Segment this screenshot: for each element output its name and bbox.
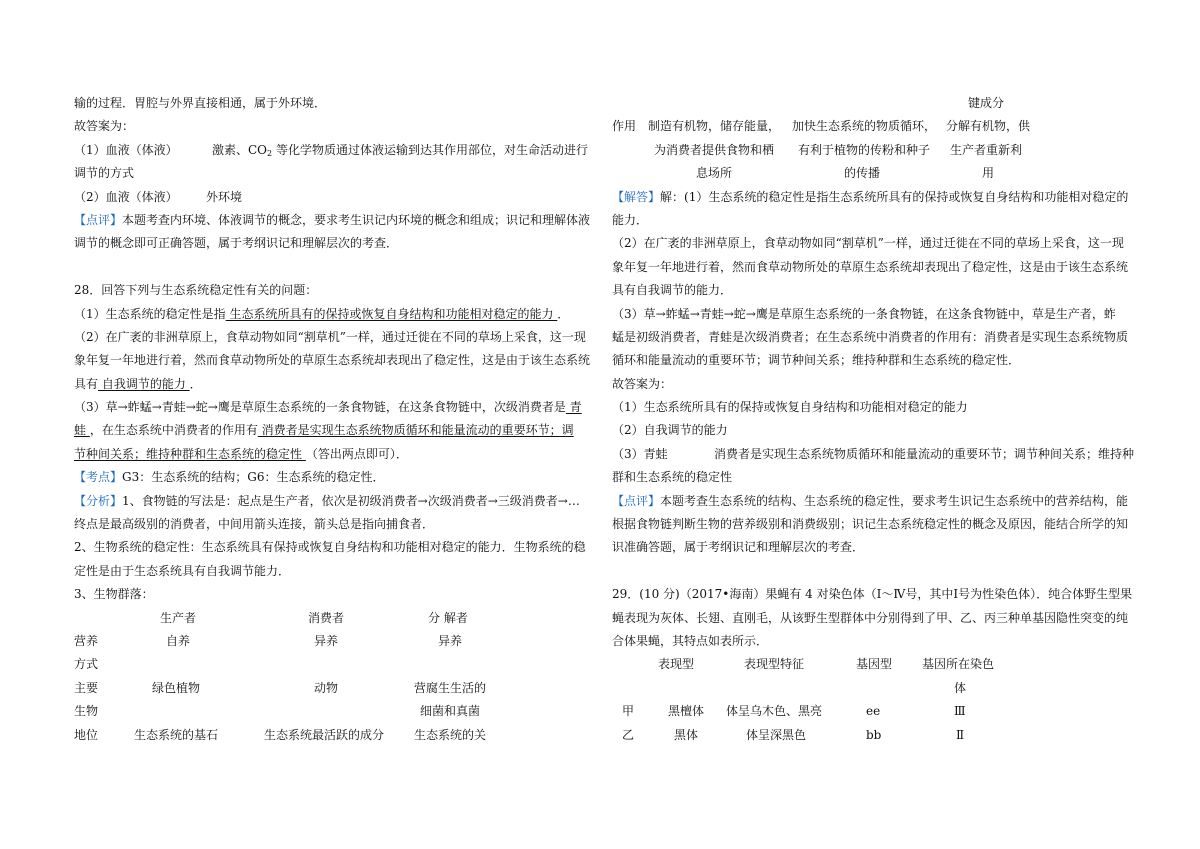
table-header: 基因所在染色 [922, 657, 995, 672]
q28-part3-end: 节种间关系；维持种群和生态系统的稳定性 （答出两点即可）． [74, 446, 408, 461]
fenxi-tag: 【分析】 [74, 493, 123, 508]
q28-part3-cont: 蛙 ，在生态系统中消费者的作用有 消费者是实现生态系统物质循环和能量流动的重要环节；调 [74, 423, 574, 438]
text-line: 群和生态系统的稳定性 [612, 470, 733, 485]
jieda-line: 【解答】解：(1）生态系统的稳定性是指生态系统所具有的保持或恢复自身结构和功能相对稳定的 [612, 189, 1129, 204]
text-line: 能力． [612, 212, 649, 227]
dianping-tag: 【点评】 [612, 493, 661, 508]
table-header: 表现型特征 [744, 657, 805, 672]
text-line: （2）在广袤的非洲草原上，食草动物如同“割草机”一样，通过迁徙在不同的草场上采食，这一现 [74, 329, 586, 344]
left-column [74, 92, 650, 747]
question-28-title: 28．回答下列与生态系统稳定性有关的问题： [74, 283, 318, 298]
q28-answer-3: 青 [565, 400, 582, 415]
q28-answer-1: 生态系统所具有的保持或恢复自身结构和功能相对稳定的能力 [225, 306, 558, 321]
q28-part2: 具有 自我调节的能力 ． [74, 376, 202, 391]
table-row: 键成分 [968, 96, 1005, 110]
text-line: （3）草→蚱蜢→青蛙→蛇→鹰是草原生态系统的一条食物链，在这条食物链中，草是生产者，蚱 [612, 306, 1116, 321]
table-row: 甲 黑檀体 体呈乌木色、黑亮 ee Ⅲ [622, 704, 966, 719]
table-header: 表现型 [658, 657, 695, 672]
text-line: （2）自我调节的能力 [612, 423, 728, 438]
text-line: 3、生物群落： [74, 587, 154, 602]
question-29-line: 29．(10 分)（2017•海南）果蝇有 4 对染色体（Ⅰ～Ⅳ号，其中Ⅰ号为性染色体）．纯合体野生型果 [612, 587, 1133, 602]
text-line: 2、生物系统的稳定性：生态系统具有保持或恢复自身结构和功能相对稳定的能力．生物系统的稳 [74, 540, 586, 555]
table-row: 营养 自养 异养 异养 [74, 633, 463, 648]
table-header-row: 体 [954, 680, 967, 695]
answer-line: （3）青蛙 消费者是实现生态系统物质循环和能量流动的重要环节；调节种间关系；维持种 [612, 446, 1135, 461]
kaodian-tag: 【考点】 [74, 470, 123, 485]
table-row: 主要 绿色植物 动物 营腐生生活的 [74, 680, 487, 695]
right-column [612, 92, 1188, 747]
text-line: 蝇表现为灰体、长翅、直刚毛，从该野生型群体中分别得到了甲、乙、丙三种单基因隐性突变的纯 [612, 610, 1129, 625]
table-row: 作用 制造有机物，储存能量， 加快生态系统的物质循环， 分解有机物，供 [612, 119, 1031, 134]
comment-line: 【点评】本题考查内环境、体液调节的概念，要求考生识记内环境的概念和组成；识记和理解体液 [74, 212, 591, 227]
table-header: 生产者 [160, 610, 197, 625]
table-header-row [74, 607, 650, 630]
text-line: 故答案为： [612, 376, 673, 391]
q28-answer-4: 消费者是实现生态系统物质循环和能量流动的重要环节；调 [257, 423, 574, 438]
answer-line: （1）血液（体液） 激素、$CO_2$ 等化学物质通过体液运输到达其作用部位，对生命活动进行 [74, 142, 588, 158]
q28-part1: （1）生态系统的稳定性是指 生态系统所具有的保持或恢复自身结构和功能相对稳定的能力 ． [74, 306, 570, 321]
table-row: 为消费者提供食物和栖 有利于植物的传粉和种子 生产者重新利 [654, 142, 1023, 157]
text-line: 象年复一年地进行着，然而食草动物所处的草原生态系统却表现出了稳定性，这是由于该生态系统 [74, 353, 591, 368]
text-line: 根据食物链判断生物的营养级别和消费级别；识记生态系统稳定性的概念及原因，能结合所学的知 [612, 517, 1129, 532]
dianping-line: 【点评】本题考查生态系统的结构、生态系统的稳定性，要求考生识记生态系统中的营养结构，能 [612, 493, 1129, 508]
text-line: 终点是最高级别的消费者，中间用箭头连接，箭头总是指向捕食者． [74, 517, 435, 532]
text-line: 调节的概念即可正确答题，属于考纲识记和理解层次的考查． [74, 236, 399, 251]
table-header: 基因型 [856, 657, 893, 672]
community-table-cont [612, 92, 1188, 186]
text-line: 具有自我调节的能力． [612, 283, 733, 298]
text-line: （2）在广袤的非洲草原上，食草动物如同“割草机”一样，通过迁徙在不同的草场上采食，这一现 [612, 236, 1124, 251]
q28-part3: （3）草→蚱蜢→青蛙→蛇→鹰是草原生态系统的一条食物链，在这条食物链中，次级消费者是 青 [74, 400, 582, 415]
answer-line: （2）血液（体液） 外环境 [74, 189, 243, 204]
table-row: 地位 生态系统的基石 生态系统最活跃的成分 生态系统的关 [74, 727, 487, 742]
table-row: 息场所 的传播 用 [696, 166, 995, 181]
comment-tag: 【点评】 [74, 212, 123, 227]
text-line: 蜢是初级消费者，青蛙是次级消费者；在生态系统中消费者的作用有：消费者是实现生态系统物质 [612, 329, 1129, 344]
text-line: 象年复一年地进行着，然而食草动物所处的草原生态系统却表现出了稳定性，这是由于该生态系统 [612, 259, 1129, 274]
table-row: 生物 细菌和真菌 [74, 704, 481, 719]
table-row: 乙 黑体 体呈深黑色 bb Ⅱ [622, 727, 965, 742]
text-line: 合体果蝇，其特点如表所示． [612, 633, 769, 648]
table-header-row [612, 653, 1188, 676]
q28-answer-2: 自我调节的能力 [98, 376, 190, 391]
text-line: 识准确答题，属于考纲识记和理解层次的考查． [612, 540, 865, 555]
text-line: 输的过程．胃腔与外界直接相通，属于外环境． [74, 96, 327, 110]
text-line: 故答案为： [74, 119, 135, 134]
community-table [74, 607, 650, 747]
table-header: 消费者 [308, 610, 345, 625]
text-line: （1）生态系统所具有的保持或恢复自身结构和功能相对稳定的能力 [612, 400, 968, 415]
table-header: 分 解者 [428, 610, 468, 625]
text-line: 调节的方式 [74, 166, 135, 181]
table-row: 方式 [74, 657, 99, 672]
kaodian-line: 【考点】G3：生态系统的结构；G6：生态系统的稳定性． [74, 470, 385, 485]
mutant-table [612, 653, 1188, 747]
text-line: 定性是由于生态系统具有自我调节能力． [74, 563, 291, 578]
jieda-tag: 【解答】 [612, 189, 661, 204]
text-line: 循环和能量流动的重要环节；调节种间关系；维持种群和生态系统的稳定性． [612, 353, 1021, 368]
fenxi-line: 【分析】1、食物链的写法是：起点是生产者，依次是初级消费者→次级消费者→三级消费者→… [74, 493, 580, 508]
